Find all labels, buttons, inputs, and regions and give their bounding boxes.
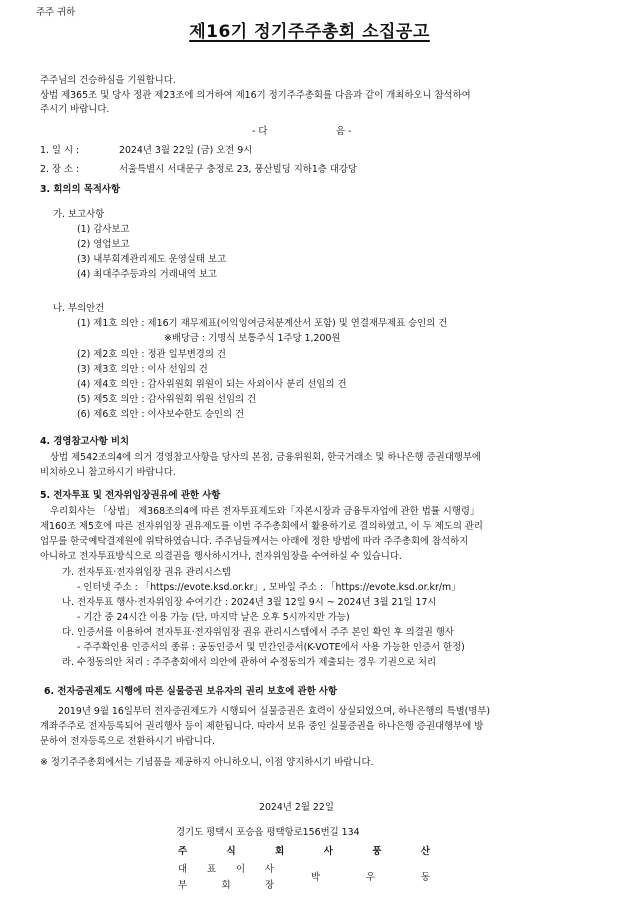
meeting-datetime-value: 2024년 3월 22일 (금) 오전 9시: [119, 145, 253, 156]
page-title: 제16기 정기주주총회 소집공고: [189, 22, 430, 42]
notice-heading-right: 음 -: [336, 126, 352, 137]
rep-title-char: 사: [264, 864, 274, 875]
section6-text: 문하여 전자등록으로 전환하시기 바랍니다.: [40, 736, 215, 747]
intro-line: 주주님의 건승하심을 기원합니다.: [40, 75, 176, 86]
resolution-item: (3) 제3호 의안 : 이사 선임의 건: [77, 364, 208, 375]
resolution-item: (5) 제5호 의안 : 감사위원회 위원 선임의 건: [77, 394, 257, 405]
section5-subitem: - 인터넷 주소 : 「https://evote.ksd.or.kr」, 모바일 주소 : 「https://evote.ksd.or.kr/m」: [77, 582, 461, 593]
report-item: (4) 최대주주등과의 거래내역 보고: [77, 269, 217, 280]
section5-text: 우리회사는 「상법」 제368조의4에 따른 전자투표제도와「자본시장과 금융투자업에 관한 법률 시행령」: [50, 506, 480, 517]
closing-note: ※ 정기주주총회에서는 기념품을 제공하지 아니하오니, 이점 양지하시기 바랍니다.: [40, 757, 374, 768]
intro-line: 상법 제365조 및 당사 정관 제23조에 의거하여 제16기 정기주주총회를 다음과 같이 개최하오니 참석하여: [40, 90, 471, 101]
rep-name-char: 박: [311, 872, 321, 883]
section5-item: 라. 수정동의안 처리 : 주주총회에서 의안에 관하여 수정동의가 제출되는 경우 기권으로 처리: [62, 657, 437, 668]
company-name-char: 산: [420, 846, 430, 857]
company-name-char: 풍: [372, 846, 382, 857]
meeting-datetime: [40, 145, 252, 157]
rep-title-char: 대: [178, 864, 188, 875]
rep-title-char: 장: [264, 880, 274, 891]
report-item: (2) 영업보고: [77, 239, 130, 250]
rep-title-char: 회: [221, 880, 231, 891]
section6-text: 2019년 9월 16일부터 전자증권제도가 시행되어 실물증권은 효력이 상실되었으며, 하나은행의 특별(명부): [58, 706, 491, 717]
company-name: [178, 843, 430, 857]
reports-heading: 가. 보고사항: [53, 209, 105, 220]
resolution-item: (1) 제1호 의안 : 제16기 재무제표(이익잉여금처분계산서 포함) 및 연결재무제표 승인의 건: [77, 318, 448, 329]
section5-text: 제160조 제5호에 따른 전자위임장 권유제도를 이번 주주총회에서 활용하기로 결의하였고, 이 두 제도의 관리: [40, 521, 483, 532]
company-name-char: 식: [226, 846, 236, 857]
resolution-item: (4) 제4호 의안 : 감사위원회 위원이 되는 사외이사 분리 선임의 건: [77, 379, 347, 390]
section6-heading: 6. 전자증권제도 시행에 따른 실물증권 보유자의 권리 보호에 관한 사항: [44, 686, 338, 697]
section5-subitem: - 주주확인용 인증서의 종류 : 공동인증서 및 민간인증서(K-VOTE에서 사용 가능한 인증서 한정): [77, 642, 465, 653]
meeting-place-value: 서울특별시 서대문구 충정로 23, 풍산빌딩 지하1층 대강당: [119, 164, 357, 175]
section6-text: 계좌주주로 전자등록되어 권리행사 등이 제한됩니다. 따라서 보유 중인 실물증권을 하나은행 증권대행부에 방: [40, 721, 484, 732]
company-address: 경기도 평택시 포승읍 평택항로156번길 134: [176, 827, 360, 838]
intro-line: 주시기 바랍니다.: [40, 104, 110, 115]
rep-title: [178, 861, 274, 875]
company-name-char: 회: [275, 846, 285, 857]
section5-item: 나. 전자투표 행사·전자위임장 수여기간 : 2024년 3월 12일 9시 ~ 2024년 3월 21일 17시: [62, 597, 437, 608]
meeting-datetime-label: 1. 일 시 :: [40, 145, 80, 156]
dividend-note: ※배당금 : 기명식 보통주식 1주당 1,200원: [164, 333, 341, 344]
company-name-char: 주: [178, 846, 188, 857]
company-name-char: 사: [323, 846, 333, 857]
section4-heading: 4. 경영참고사항 비치: [40, 436, 130, 447]
agenda-heading: 3. 회의의 목적사항: [40, 184, 121, 195]
meeting-place: [40, 164, 357, 176]
section5-text: 업무를 한국예탁결제원에 위탁하였습니다. 주주님들께서는 아래에 정한 방법에 따라 주주총회에 참석하지: [40, 536, 469, 547]
rep-name-char: 동: [420, 872, 430, 883]
meeting-place-label: 2. 장 소 :: [40, 164, 80, 175]
rep-title-char: 표: [206, 864, 217, 875]
notice-heading-left: - 다: [252, 126, 268, 137]
resolution-item: (2) 제2호 의안 : 정관 일부변경의 건: [77, 349, 226, 360]
section5-heading: 5. 전자투표 및 전자위임장권유에 관한 사항: [40, 490, 221, 501]
rep-title-char: 이: [235, 864, 245, 875]
rep-title-2: [178, 877, 274, 891]
rep-title-char: 부: [178, 880, 188, 891]
resolution-item: (6) 제6호 의안 : 이사보수한도 승인의 건: [77, 409, 245, 420]
rep-name: [311, 869, 430, 883]
section5-item: 다. 인증서를 이용하여 전자투표·전자위임장 권유 관리시스템에서 주주 본인 확인 후 의결권 행사: [62, 627, 454, 638]
section5-text: 아니하고 전자투표방식으로 의결권을 행사하시거나, 전자위임장을 수여하실 수 있습니다.: [40, 551, 402, 562]
addressee: 주주 귀하: [36, 7, 76, 18]
section5-subitem: - 기간 중 24시간 이용 가능 (단, 마지막 날은 오후 5시까지만 가능): [77, 612, 350, 623]
rep-name-char: 우: [365, 872, 376, 883]
section4-text: 상법 제542조의4에 의거 경영참고사항을 당사의 본점, 금융위원회, 한국거래소 및 하나은행 증권대행부에: [50, 452, 481, 463]
section5-item: 가. 전자투표·전자위임장 권유 관리시스템: [62, 567, 231, 578]
section4-text: 비치하오니 참고하시기 바랍니다.: [40, 467, 176, 478]
report-item: (3) 내부회계관리제도 운영실태 보고: [77, 254, 227, 265]
resolutions-heading: 나. 부의안건: [53, 303, 105, 314]
notice-date: 2024년 2월 22일: [259, 802, 334, 813]
report-item: (1) 감사보고: [77, 224, 130, 235]
